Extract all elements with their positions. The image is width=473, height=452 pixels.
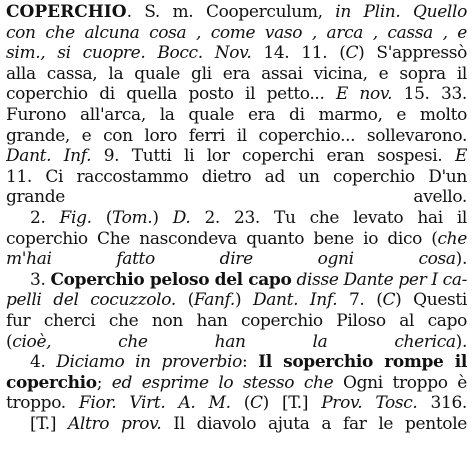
entry-text: [T.]: [30, 414, 68, 434]
italic-text: in Plin. Quello: [335, 2, 467, 22]
entry-text: troppo.: [6, 393, 79, 414]
entry-text: 9. Tutti li lor coperchi eran sospesi.: [91, 146, 455, 167]
entry-text: (: [91, 208, 112, 228]
italic-text: Fig.: [59, 208, 92, 228]
italic-text: ed esprime lo stesso che: [111, 372, 334, 393]
italic-text: disse Dante per I ca-: [296, 269, 467, 290]
italic-text: Altro prov.: [67, 414, 162, 434]
entry-text: ).: [455, 331, 467, 352]
italic-text: C: [382, 290, 396, 311]
italic-text: Dant. Inf.: [6, 146, 92, 167]
italic-text: Prov. Tosc.: [321, 393, 418, 414]
entry-text: Ogni troppo è: [333, 372, 467, 393]
entry-text: 2. 23. Tu che levato hai il: [190, 208, 467, 228]
entry-text: 4.: [30, 352, 57, 373]
bold-term: coperchio: [6, 372, 97, 393]
italic-text: Bocc. Nov.: [157, 43, 264, 64]
entry-text: 15. 33.: [392, 84, 467, 105]
entry-text: (: [230, 393, 250, 414]
italic-text: con che alcuna cosa , come vaso , arca , cassa , e: [6, 22, 467, 43]
entry-text: coperchio di quella posto il petto...: [6, 84, 336, 105]
entry-text: coperchio Che nascondeva quanto bene io dico (: [6, 228, 438, 249]
entry-text: grande, e con loro ferri il coperchio... sollevarono.: [6, 125, 467, 146]
entry-text: Cooperculum,: [205, 2, 336, 22]
italic-text: C: [345, 43, 359, 64]
entry-text: 3.: [30, 269, 51, 290]
entry-text: fur cherci che non han coperchio Piloso al capo: [6, 311, 467, 331]
italic-text: Fior. Virt. A. M.: [78, 393, 231, 414]
entry-text: alla cassa, la quale gli era assai vicina, e sopra il: [6, 63, 467, 84]
entry-text: 11. Ci raccostammo dietro ad un coperchio D'un: [6, 166, 467, 187]
italic-text: Diciamo in proverbio: [56, 352, 242, 373]
italic-text: che: [437, 228, 467, 249]
entry-text: 7. (: [337, 290, 383, 311]
entry-text: 14. 11. (: [263, 43, 346, 64]
entry-text: ): [152, 208, 173, 228]
entry-text: . S. m.: [126, 2, 206, 22]
entry-text: ) S'appressò: [358, 43, 467, 64]
entry-text: (: [175, 290, 194, 311]
italic-text: m'hai fatto dire ogni cosa: [6, 249, 456, 270]
entry-text: ) Questi: [395, 290, 467, 311]
entry-text: 316.: [417, 393, 467, 414]
entry-text: ;: [96, 372, 112, 393]
italic-text: pelli del cocuzzolo.: [6, 290, 176, 311]
entry-line: [30, 412, 467, 436]
italic-text: E: [454, 146, 467, 167]
italic-text: Dant. Inf.: [252, 290, 338, 311]
entry-text: (: [6, 331, 13, 352]
entry-text: grande avello.: [6, 187, 467, 208]
italic-text: cioè, che han la cherica: [12, 331, 456, 352]
italic-text: Fanf.: [193, 290, 235, 311]
italic-text: sim., si cuopre.: [6, 43, 158, 64]
bold-term: Coperchio peloso del capo: [50, 269, 292, 290]
entry-text: :: [241, 352, 259, 373]
italic-text: E nov.: [335, 84, 393, 105]
entry-text: Furono all'arca, la quale era di marmo, e molto: [6, 105, 467, 125]
entry-text: Il diavolo ajuta a far le pentole: [161, 414, 467, 434]
bold-term: COPERCHIO: [6, 2, 127, 22]
italic-text: Tom.: [111, 208, 153, 228]
bold-term: Il soperchio rompe il: [258, 352, 467, 373]
italic-text: D.: [172, 208, 191, 228]
entry-text: ): [234, 290, 253, 311]
italic-text: C: [250, 393, 263, 414]
entry-text: ) [T.]: [262, 393, 322, 414]
entry-text: ).: [455, 249, 467, 270]
entry-text: 2.: [30, 208, 60, 228]
